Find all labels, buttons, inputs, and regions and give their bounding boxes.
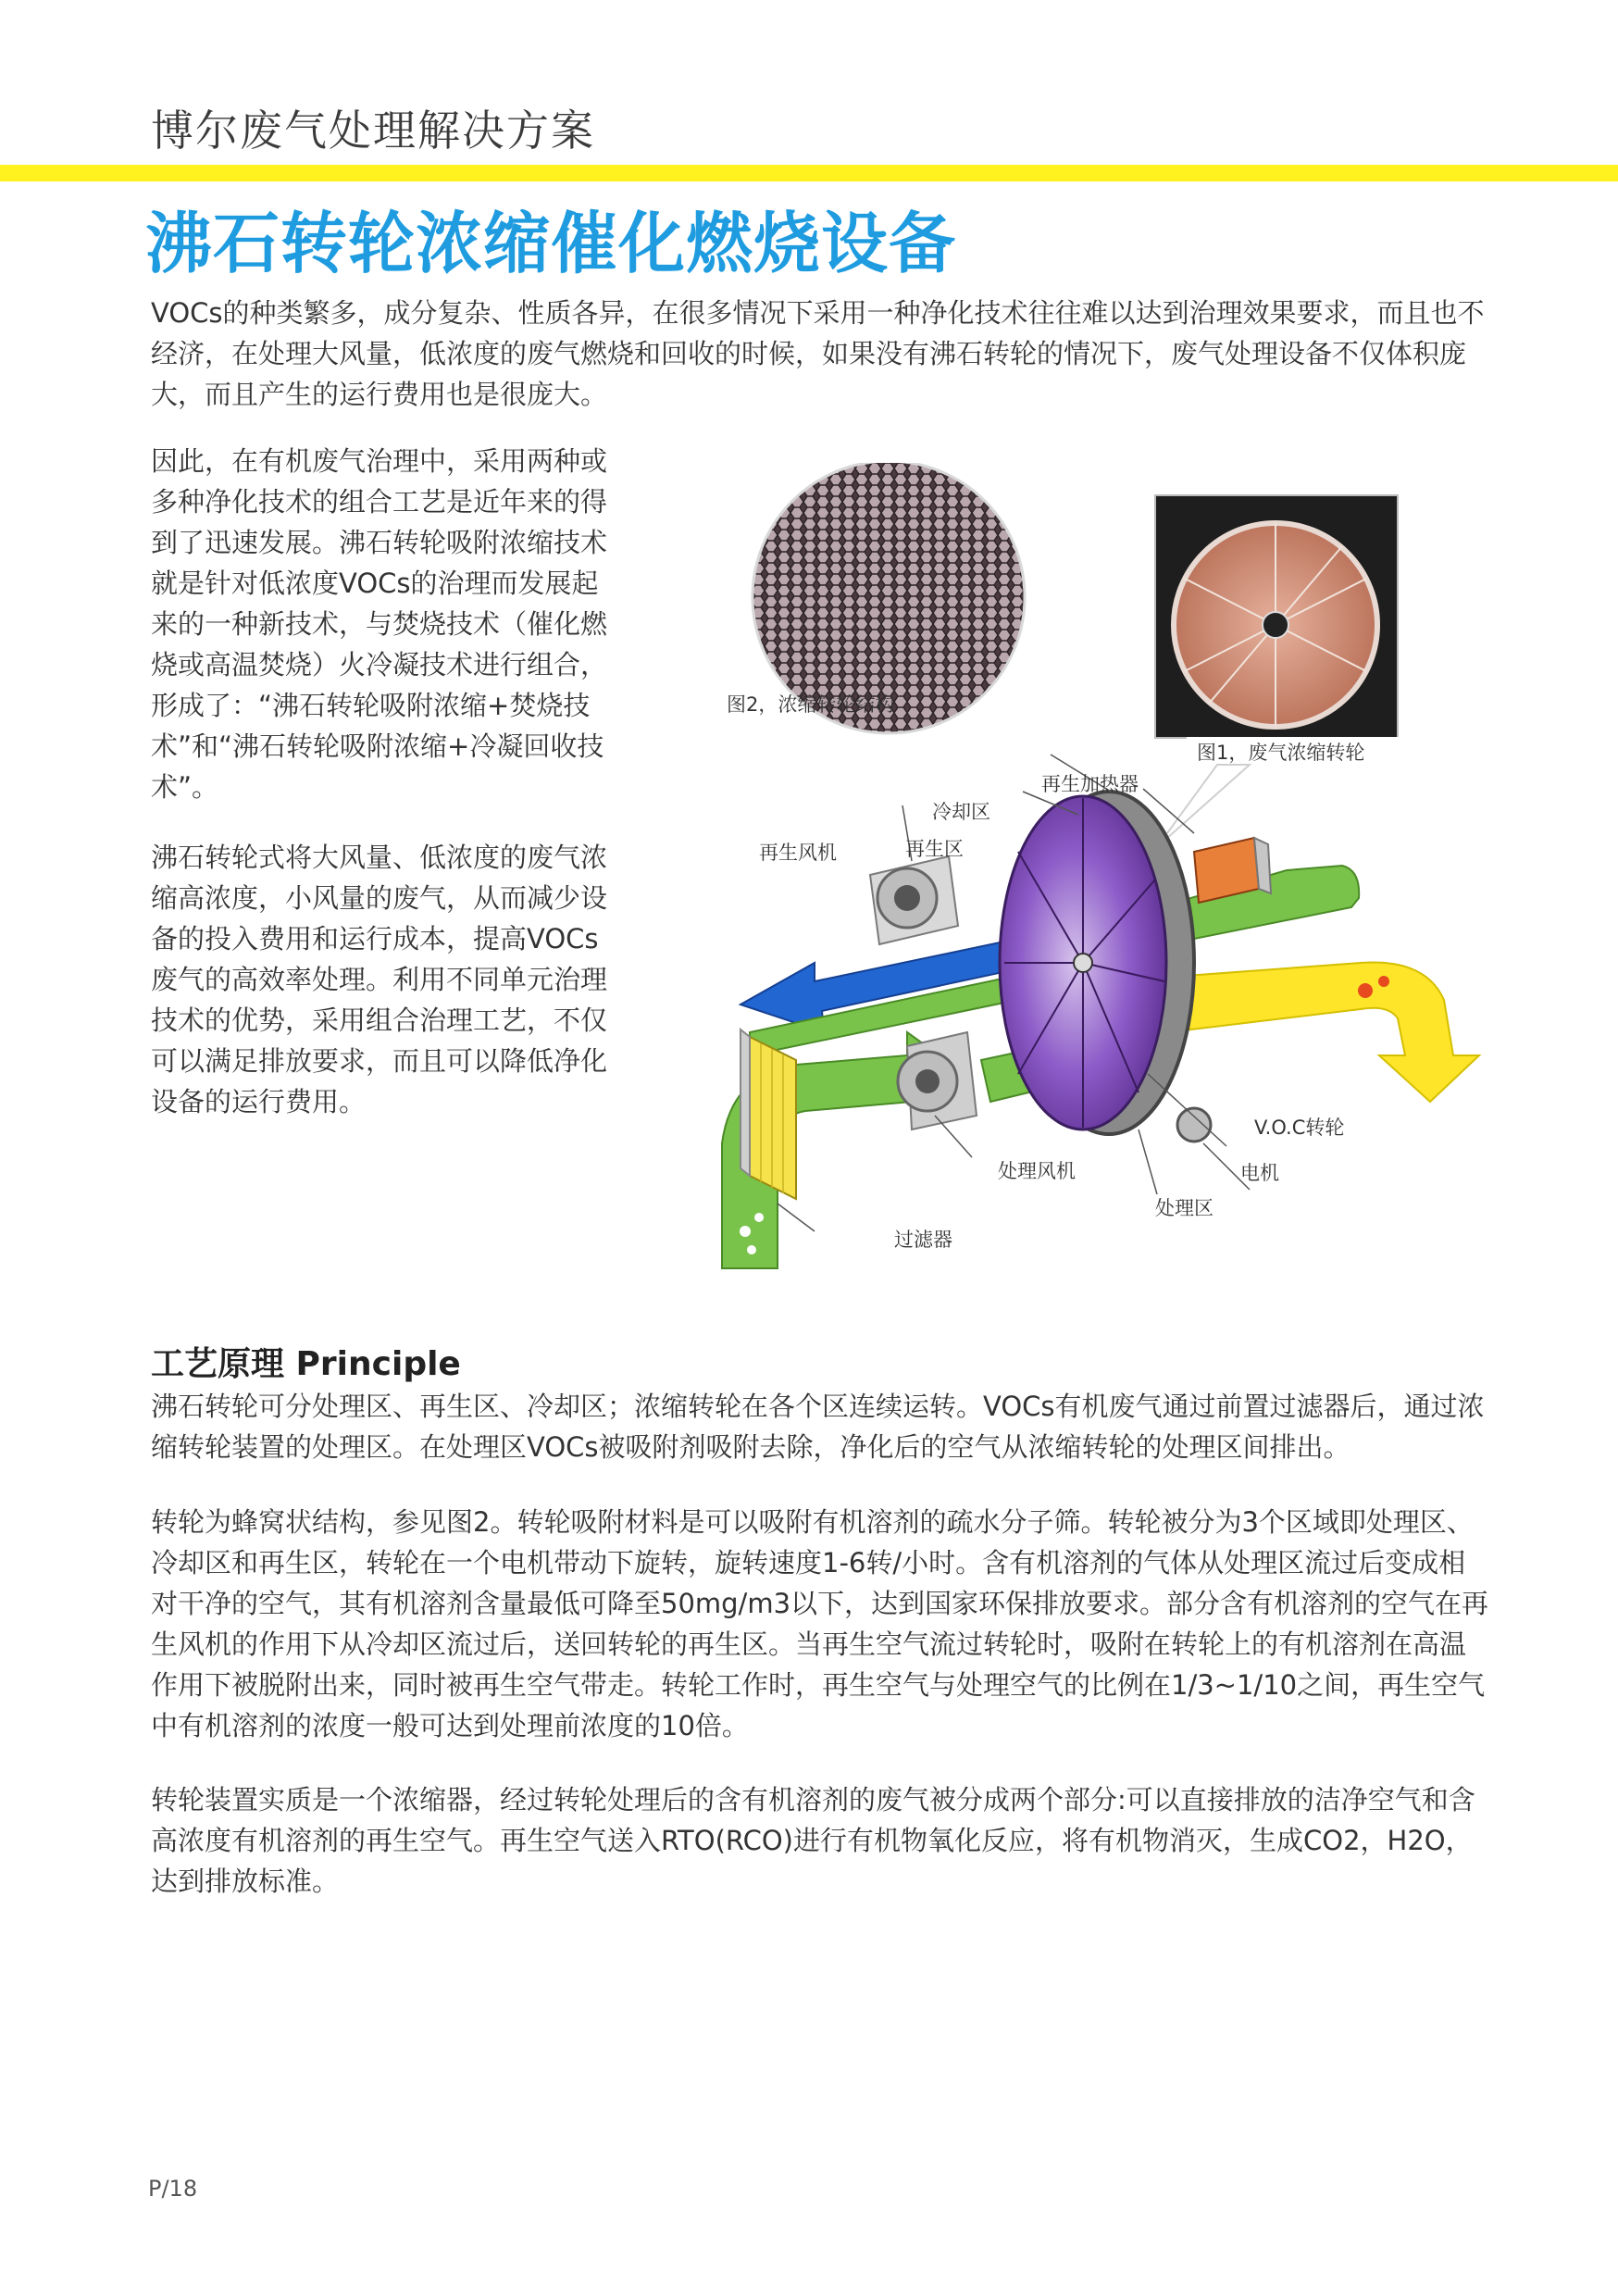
principle-paragraph-1: 沸石转轮可分处理区、再生区、冷却区；浓缩转轮在各个区连续运转。VOCs有机废气通过前置过滤器后，通过浓缩转轮装置的处理区。在处理区VOCs被吸附剂吸附去除，净化后的空气从浓缩转轮的处理区间排出。 <box>151 1391 1485 1463</box>
intro-paragraph: VOCs的种类繁多，成分复杂、性质各异，在很多情况下采用一种净化技术往往难以达到治理效果要求，而且也不经济，在处理大风量，低浓度的废气燃烧和回收的时候，如果没有沸石转轮的情况下，废气处理设备不仅体积庞大，而且产生的运行费用也是很庞大。 <box>151 297 1485 410</box>
voc-rotor-wheel <box>1000 792 1194 1134</box>
regen-fan <box>870 856 958 944</box>
label-regen-fan: 再生风机 <box>759 842 837 864</box>
principle-paragraph-3: 转轮装置实质是一个浓缩器，经过转轮处理后的含有机溶剂的废气被分成两个部分:可以直接排放的洁净空气和含高浓度有机溶剂的再生空气。再生空气送入RTO(RCO)进行有机物氧化反应，将有机物消灭，生成CO2，H2O，达到排放标准。 <box>151 1784 1475 1897</box>
header-title: 博尔废气处理解决方案 <box>151 106 595 156</box>
left-column-paragraph-1: 因此，在有机废气治理中，采用两种或多种净化技术的组合工艺是近年来的得到了迅速发展。沸石转轮吸附浓缩技术就是针对低浓度VOCs的治理而发展起来的一种新技术，与焚烧技术（催化燃烧或高温焚烧）火冷凝技术进行组合，形成了：“沸石转轮吸附浓缩+焚烧技术”和“沸石转轮吸附浓缩+冷凝回收技术”。 <box>151 445 608 803</box>
label-filter: 过滤器 <box>894 1229 952 1251</box>
label-motor: 电机 <box>1240 1162 1279 1184</box>
label-process-zone: 处理区 <box>1155 1197 1214 1219</box>
fig2-caption: 图2，浓缩转轮结构 <box>727 693 895 716</box>
principle-paragraph-2: 转轮为蜂窝状结构，参见图2。转轮吸附材料是可以吸附有机溶剂的疏水分子筛。转轮被分为3个区域即处理区、冷却区和再生区，转轮在一个电机带动下旋转，旋转速度1-6转/小时。含有机溶剂的气体从处理区流过后变成相对干净的空气，其有机溶剂含量最低可降至50mg/m3以下，达到国家环保排放要求。部分含有机溶剂的空气在再生风机的作用下从冷却区流过后，送回转轮的再生区。当再生空气流过转轮时，吸附在转轮上的有机溶剂在高温作用下被脱附出来，同时被再生空气带走。转轮工作时，再生空气与处理空气的比例在1/3~1/10之间，再生空气中有机溶剂的浓度一般可达到处理前浓度的10倍。 <box>151 1506 1489 1741</box>
label-regen-zone: 再生区 <box>905 838 964 860</box>
fig1-caption: 图1，废气浓缩转轮 <box>1197 742 1365 764</box>
header-accent-bar <box>0 165 1618 181</box>
process-fan <box>898 1032 977 1129</box>
section-heading: 工艺原理 Principle <box>151 1345 461 1383</box>
motor <box>1177 1108 1211 1142</box>
page-number: P/18 <box>148 2176 198 2202</box>
label-process-fan: 处理风机 <box>998 1160 1076 1182</box>
label-voc-wheel: V.O.C转轮 <box>1254 1117 1345 1139</box>
filter-unit <box>741 1029 796 1199</box>
left-column-paragraph-2: 沸石转轮式将大风量、低浓度的废气浓缩高浓度，小风量的废气，从而减少设备的投入费用和运行成本，提高VOCs废气的高效率处理。利用不同单元治理技术的优势，采用组合治理工艺，不仅可以满足排放要求，而且可以降低净化设备的运行费用。 <box>151 842 608 1117</box>
page-title: 沸石转轮浓缩催化燃烧设备 <box>145 205 957 282</box>
rotor-photo <box>1155 495 1398 738</box>
label-regen-heater: 再生加热器 <box>1041 773 1139 795</box>
label-cooling-zone: 冷却区 <box>932 801 990 823</box>
zeolite-rotor-diagram <box>713 463 1500 1296</box>
